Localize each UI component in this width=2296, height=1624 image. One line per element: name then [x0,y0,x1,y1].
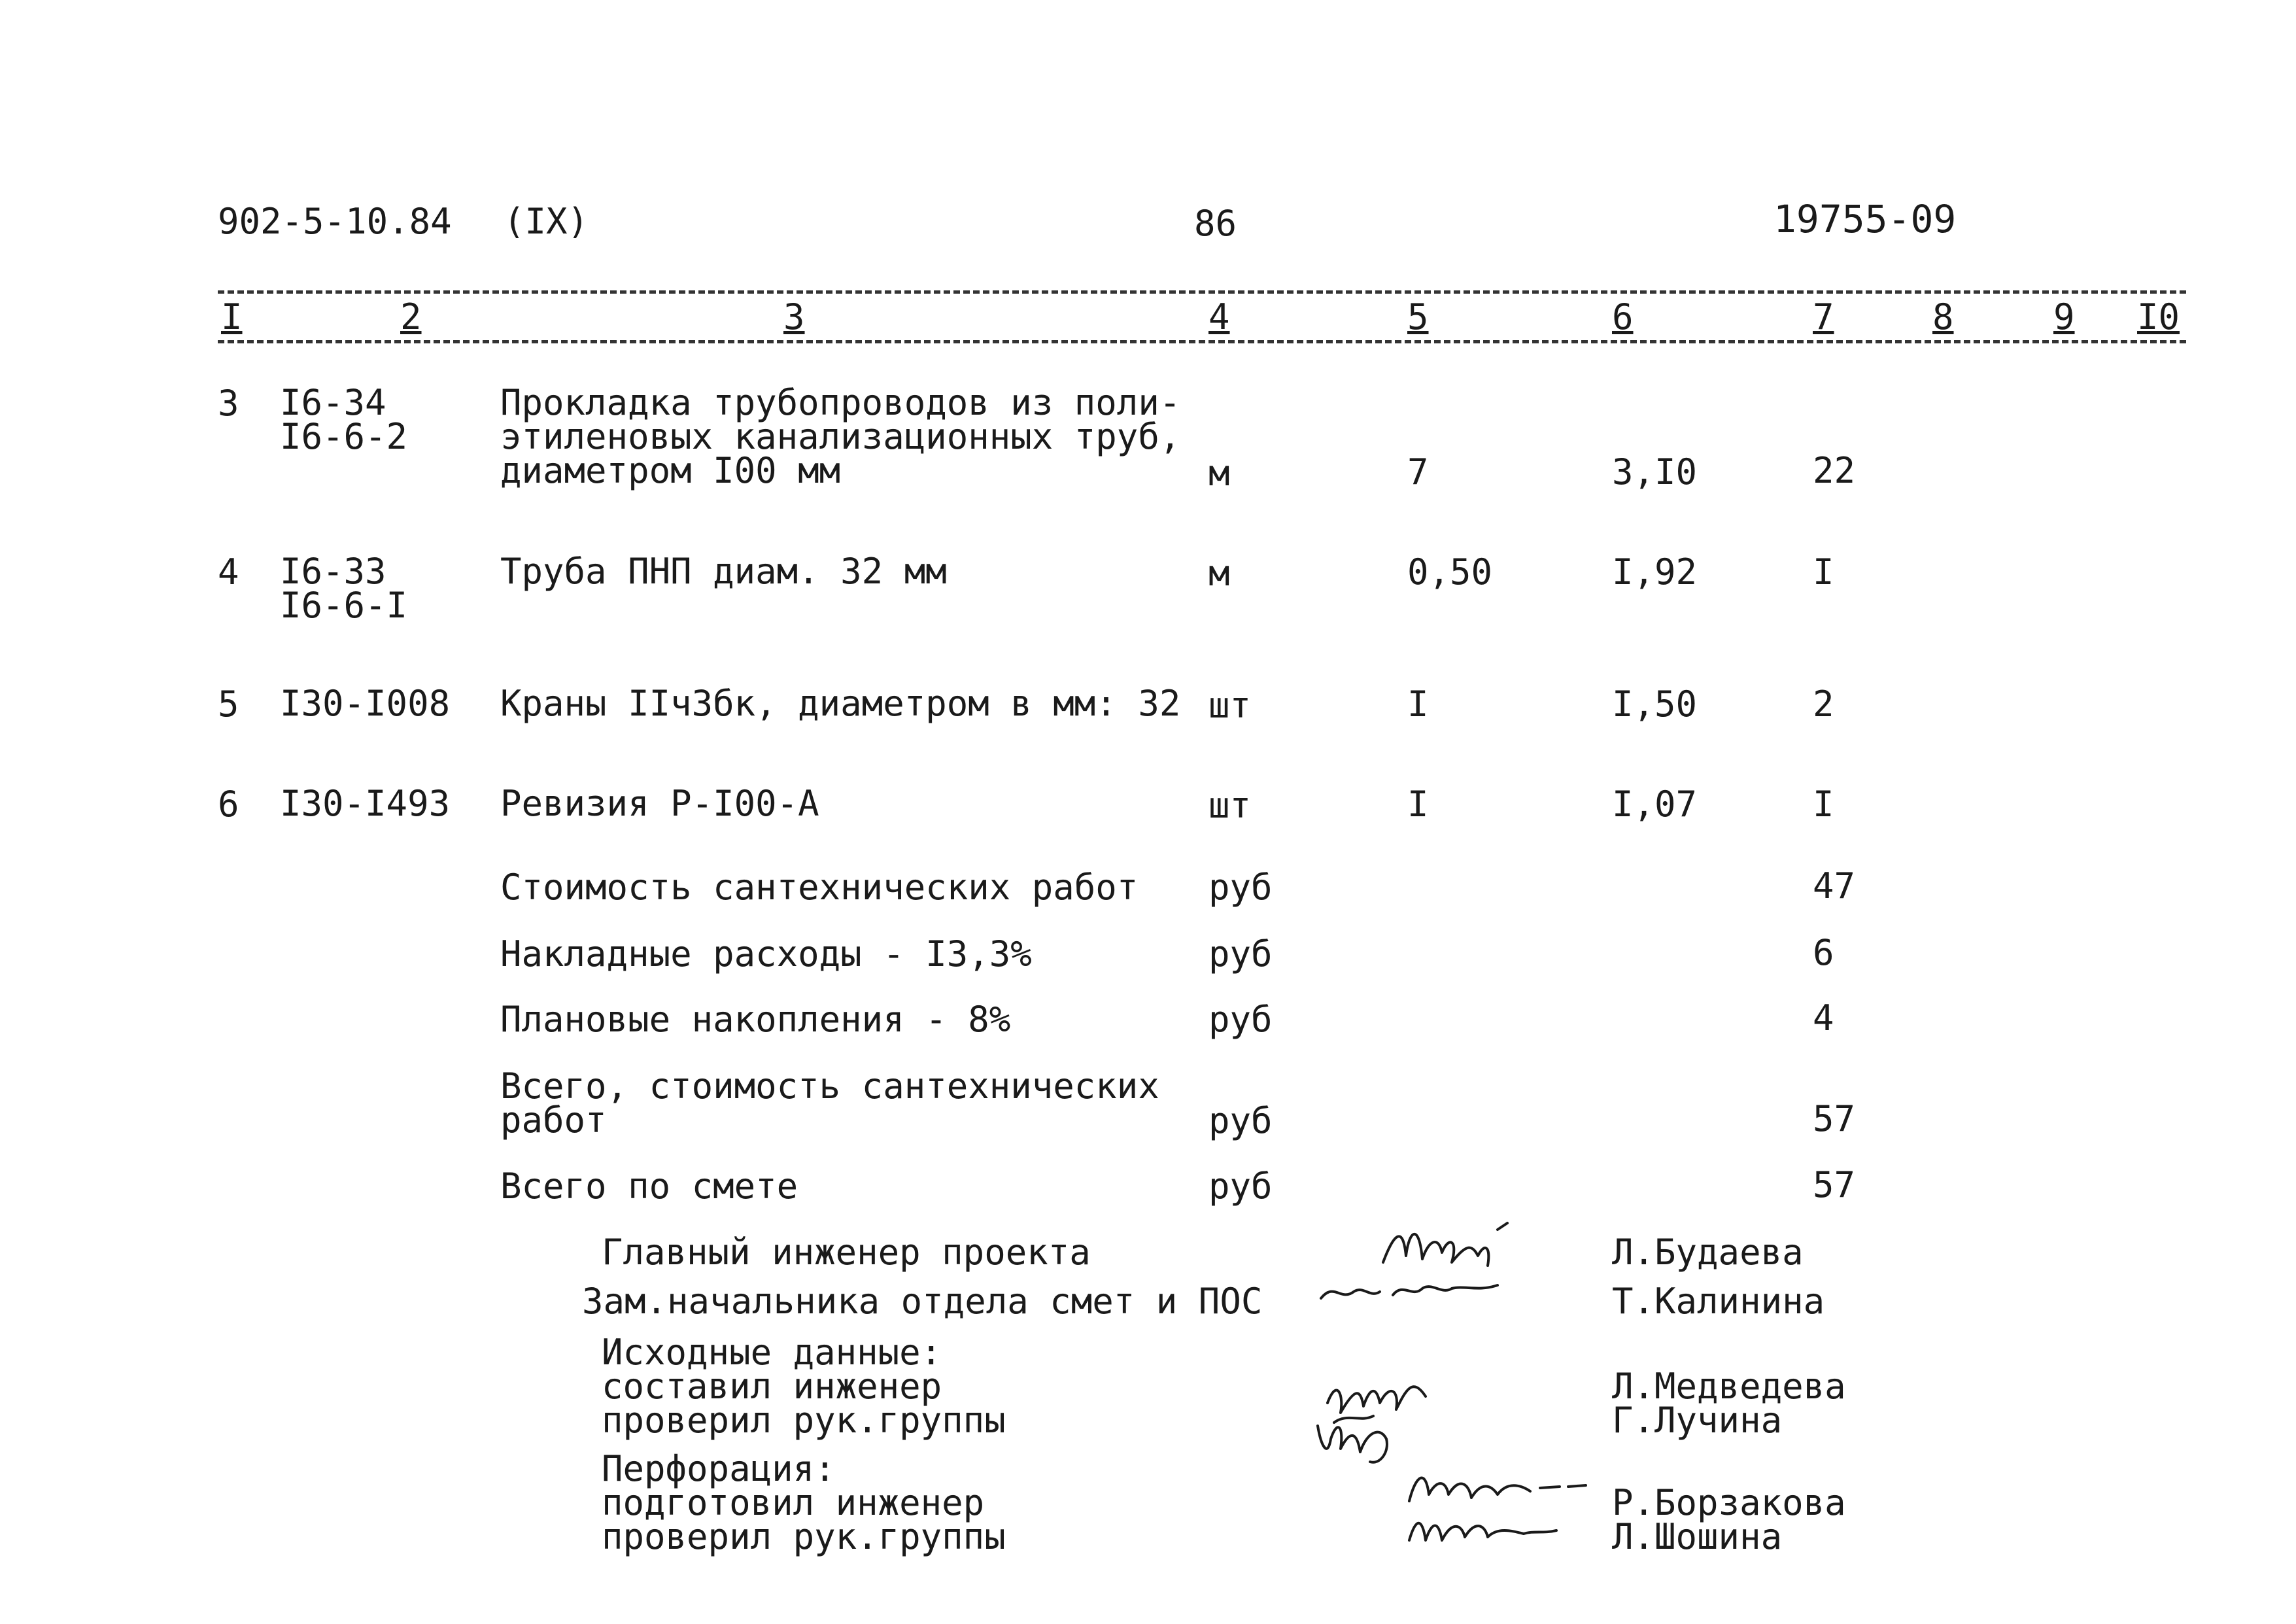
deputy-name: Т.Калинина [1612,1281,1825,1322]
row-unit-price: 3,I0 [1612,451,1698,492]
row-code [280,382,408,457]
summary-label: Стоимость сантехнических работ [500,867,1139,908]
checked-by-group-lead: проверил рук.группы [602,1400,1006,1441]
section-marker: (IX) [504,201,589,242]
column-header-4: 4 [1208,296,1230,337]
row-code-line: I30-I493 [280,783,451,824]
row-unit-price: I,50 [1612,683,1698,725]
row-description-line: диаметром I00 мм [500,450,841,491]
column-header-6: 6 [1612,296,1634,337]
row-description-line: Ревизия Р-I00-А [500,783,819,824]
doc-code: 902-5-10.84 [218,201,452,242]
row-code [280,783,451,824]
summary-unit: руб [1208,999,1273,1040]
summary-label-line: работ [500,1099,607,1141]
row-quantity: I [1407,683,1429,725]
column-header-8: 8 [1932,296,1954,337]
row-number: 4 [218,551,239,593]
summary-total: 57 [1813,1164,1856,1205]
summary-total: 57 [1813,1098,1856,1139]
row-unit: шт [1208,685,1252,726]
row-unit: м [1208,553,1230,594]
compiled-by: составил инженер [602,1366,942,1407]
row-unit: м [1208,453,1230,494]
row-code-line: I30-I008 [280,683,451,724]
summary-unit: руб [1208,1100,1273,1141]
summary-label [500,1065,1159,1141]
chief-engineer-title: Главный инженер проекта [602,1232,1091,1273]
column-header-7: 7 [1813,296,1834,337]
row-description [500,683,1181,724]
row-description-line: этиленовых канализационных труб, [500,416,1181,457]
column-header-5: 5 [1407,296,1429,337]
chief-engineer-name: Л.Будаева [1612,1232,1804,1273]
row-unit: шт [1208,785,1252,826]
row-code-line: I6-34 [280,382,386,423]
checked-by-group-lead: проверил рук.группы [602,1516,1006,1557]
column-header-1: I [221,296,243,337]
compiled-name: Л.Медведева [1612,1366,1846,1407]
row-description-line: Прокладка трубопроводов из поли- [500,382,1181,423]
page-number: 86 [1194,203,1237,244]
archive-number: 19755-09 [1773,197,1957,241]
row-quantity: 7 [1407,451,1429,492]
header-divider-top [218,290,2186,294]
row-unit-price: I,07 [1612,784,1698,825]
summary-label: Накладные расходы - I3,3% [500,933,1032,975]
row-total: I [1813,551,1834,593]
perforation-title: Перфорация: [602,1448,836,1489]
summary-label: Всего по смете [500,1166,798,1207]
summary-unit: руб [1208,867,1273,908]
row-quantity: I [1407,784,1429,825]
handwritten-signature-icon [1314,1269,1504,1315]
handwritten-signature-icon [1399,1501,1569,1553]
row-code-line: I6-6-2 [280,416,408,457]
prepared-by: подготовил инженер [602,1482,985,1523]
perforation-block [602,1448,1006,1557]
perforation-names [1612,1482,1846,1557]
deputy-title: Зам.начальника отдела смет и ПОС [582,1281,1263,1322]
row-number: 3 [218,383,239,424]
row-total: 2 [1813,683,1834,725]
summary-total: 47 [1813,865,1856,907]
header-divider-bottom [218,340,2186,343]
summary-total: 6 [1813,932,1834,973]
row-code-line: I6-6-I [280,585,408,626]
column-header-2: 2 [400,296,422,337]
source-data-names [1612,1366,1846,1441]
row-code [280,551,408,626]
row-description-line: Краны IIч3бк, диаметром в мм: 32 [500,683,1181,724]
row-unit-price: I,92 [1612,551,1698,593]
row-total: 22 [1813,450,1856,491]
summary-label-line: Всего, стоимость сантехнических [500,1065,1159,1107]
summary-unit: руб [1208,933,1273,975]
column-header-9: 9 [2053,296,2075,337]
column-header-3: 3 [783,296,805,337]
source-data-title: Исходные данные: [602,1332,942,1373]
checked-name: Л.Шошина [1612,1516,1783,1557]
row-description [500,551,947,592]
checked-name: Г.Лучина [1612,1400,1783,1441]
summary-unit: руб [1208,1166,1273,1207]
source-data-block [602,1332,1006,1441]
row-description [500,783,819,824]
row-number: 6 [218,784,239,825]
column-header-10: I0 [2137,296,2180,337]
summary-total: 4 [1813,997,1834,1039]
row-code [280,683,451,724]
row-total: I [1813,784,1834,825]
row-quantity: 0,50 [1407,551,1493,593]
summary-label: Плановые накопления - 8% [500,999,1011,1040]
prepared-name: Р.Борзакова [1612,1482,1846,1523]
row-description-line: Труба ПНП диам. 32 мм [500,551,947,592]
row-description [500,382,1181,491]
row-number: 5 [218,683,239,725]
handwritten-signature-icon [1308,1400,1413,1472]
row-code-line: I6-33 [280,551,386,592]
